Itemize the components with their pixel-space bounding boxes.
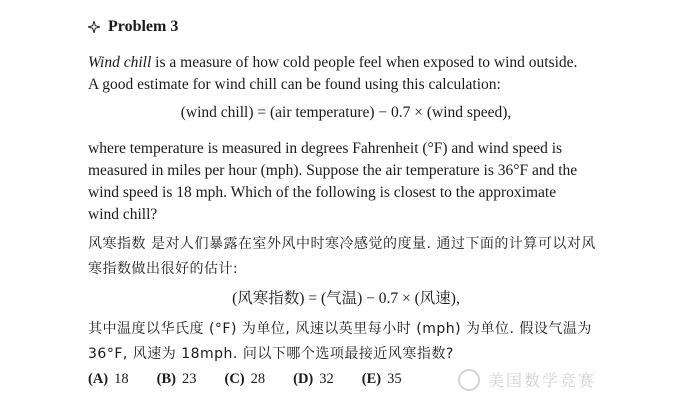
watermark-logo-icon: [458, 369, 480, 391]
chinese-question-paragraph: 其中温度以华氏度 (°F) 为单位, 风速以英里每小时 (mph) 为单位. 假设气温为 36°F, 风速为 18mph. 问以下哪个选项最接近风寒指数?: [88, 321, 592, 362]
english-intro-text: is a measure of how cold people feel when exposed to wind outside. A good estimate for wind chill can be found using this calculation:: [88, 54, 578, 93]
four-point-star-icon: [88, 21, 100, 33]
chinese-intro-paragraph: 风寒指数 是对人们暴露在室外风中时寒冷感觉的度量. 通过下面的计算可以对风寒指数做出很好的估计:: [88, 236, 596, 277]
answer-choices: [88, 371, 430, 388]
choice-a[interactable]: (A) 18: [88, 371, 129, 387]
chinese-equation: (风寒指数) = (气温) − 0.7 × (风速),: [232, 290, 460, 307]
choice-d[interactable]: (D) 32: [293, 371, 334, 387]
english-question-paragraph: where temperature is measured in degrees Fahrenheit (°F) and wind speed is measured in miles per hour (mph). Suppose the air temperature is 36°F and the wind speed is 18 mph. Which of the following is closest to the approximate wind chill?: [88, 140, 578, 223]
english-intro-paragraph: [88, 52, 588, 96]
wind-chill-term: Wind chill: [88, 54, 152, 71]
problem-title: Problem 3: [108, 18, 179, 35]
english-equation: (wind chill) = (air temperature) − 0.7 × (wind speed),: [180, 104, 512, 121]
choice-c[interactable]: (C) 28: [224, 371, 266, 387]
problem-header: [88, 18, 178, 36]
watermark-text: 美国数学竞赛: [488, 371, 597, 390]
choice-b[interactable]: (B) 23: [156, 371, 197, 387]
choice-e[interactable]: (E) 35: [361, 371, 402, 387]
watermark: [458, 368, 596, 391]
